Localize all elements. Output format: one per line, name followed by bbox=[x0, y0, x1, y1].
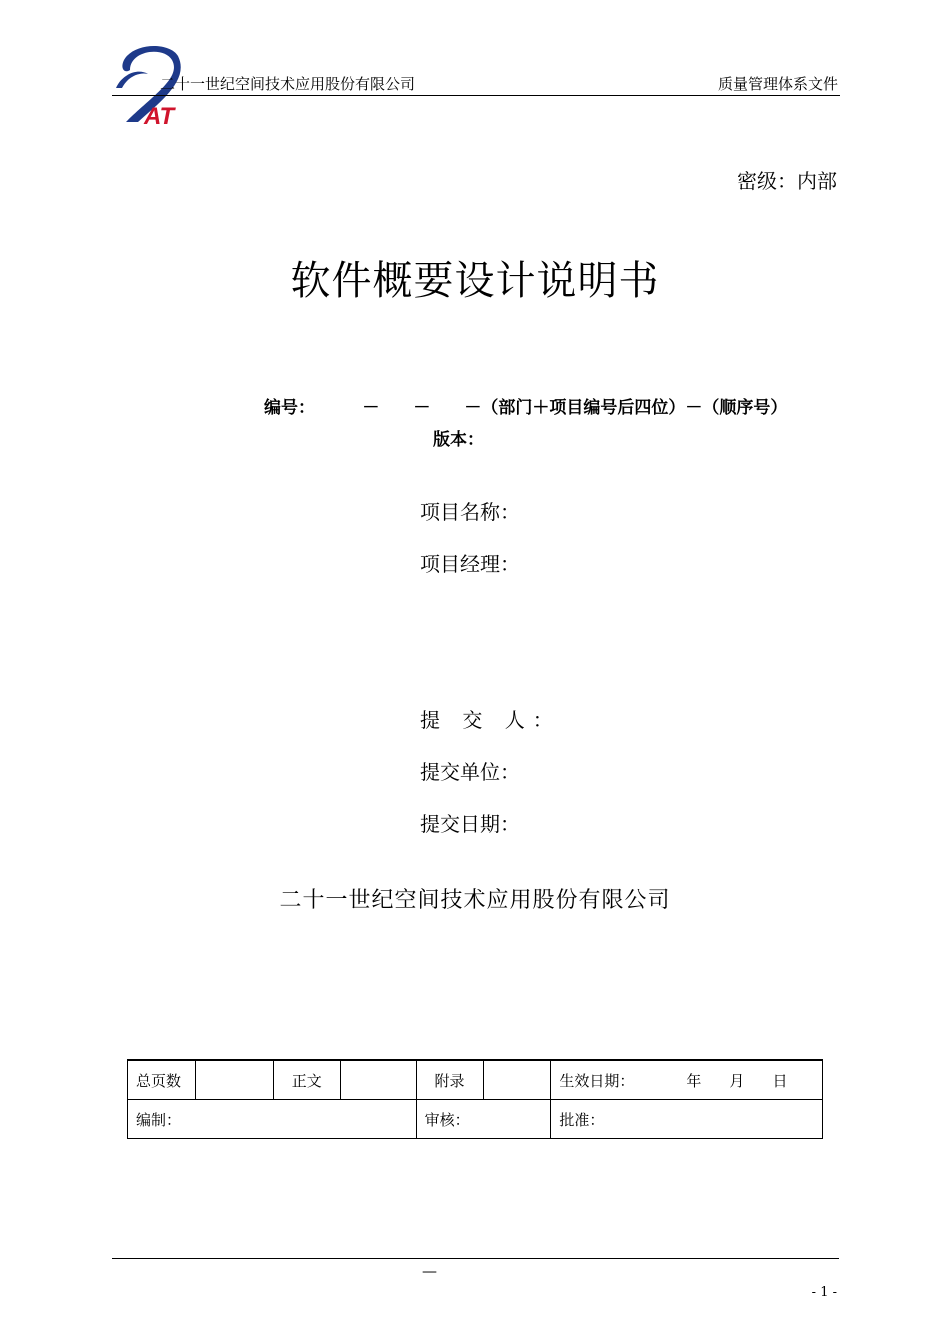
version-label: 版本： bbox=[433, 430, 484, 450]
code-label: 编号： bbox=[264, 398, 315, 418]
project-manager-label: 项目经理： bbox=[420, 552, 520, 576]
body-pages-value bbox=[340, 1060, 416, 1100]
appendix-pages-value bbox=[483, 1060, 551, 1100]
effective-date-label: 生效日期： bbox=[559, 1071, 635, 1090]
header-rule bbox=[112, 95, 840, 96]
company-name: 二十一世纪空间技术应用股份有限公司 bbox=[279, 888, 671, 913]
effective-date-cell bbox=[551, 1060, 823, 1100]
table-row bbox=[128, 1060, 823, 1100]
reviewer-cell: 审核： bbox=[416, 1100, 551, 1139]
project-name-label: 项目名称： bbox=[420, 500, 520, 524]
secret-level: 密级：内部 bbox=[737, 169, 837, 193]
submit-unit-label: 提交单位： bbox=[420, 760, 520, 784]
document-code bbox=[264, 397, 787, 419]
header-company: 二十一世纪空间技术应用股份有限公司 bbox=[160, 75, 416, 93]
day-label: 日 bbox=[772, 1071, 788, 1090]
total-pages-label: 总页数 bbox=[128, 1060, 196, 1100]
body-pages-label: 正文 bbox=[273, 1060, 340, 1100]
document-title: 软件概要设计说明书 bbox=[290, 258, 660, 304]
month-label: 月 bbox=[729, 1071, 745, 1090]
footer-dash: — bbox=[422, 1262, 437, 1280]
year-label: 年 bbox=[686, 1071, 702, 1090]
header-doc-system: 质量管理体系文件 bbox=[717, 75, 838, 93]
total-pages-value bbox=[195, 1060, 273, 1100]
table-row bbox=[128, 1100, 823, 1139]
submit-date-label: 提交日期： bbox=[420, 812, 520, 836]
appendix-pages-label: 附录 bbox=[416, 1060, 483, 1100]
approver-cell: 批准： bbox=[551, 1100, 823, 1139]
approval-table bbox=[127, 1059, 823, 1139]
code-pattern: － － －（部门＋项目编号后四位）－（顺序号） bbox=[362, 398, 788, 418]
author-cell: 编制： bbox=[128, 1100, 417, 1139]
page-number: - 1 - bbox=[811, 1285, 837, 1300]
submitter-label: 提 交 人： bbox=[420, 708, 561, 732]
footer-rule bbox=[112, 1258, 839, 1259]
logo-letters: AT bbox=[144, 103, 175, 128]
